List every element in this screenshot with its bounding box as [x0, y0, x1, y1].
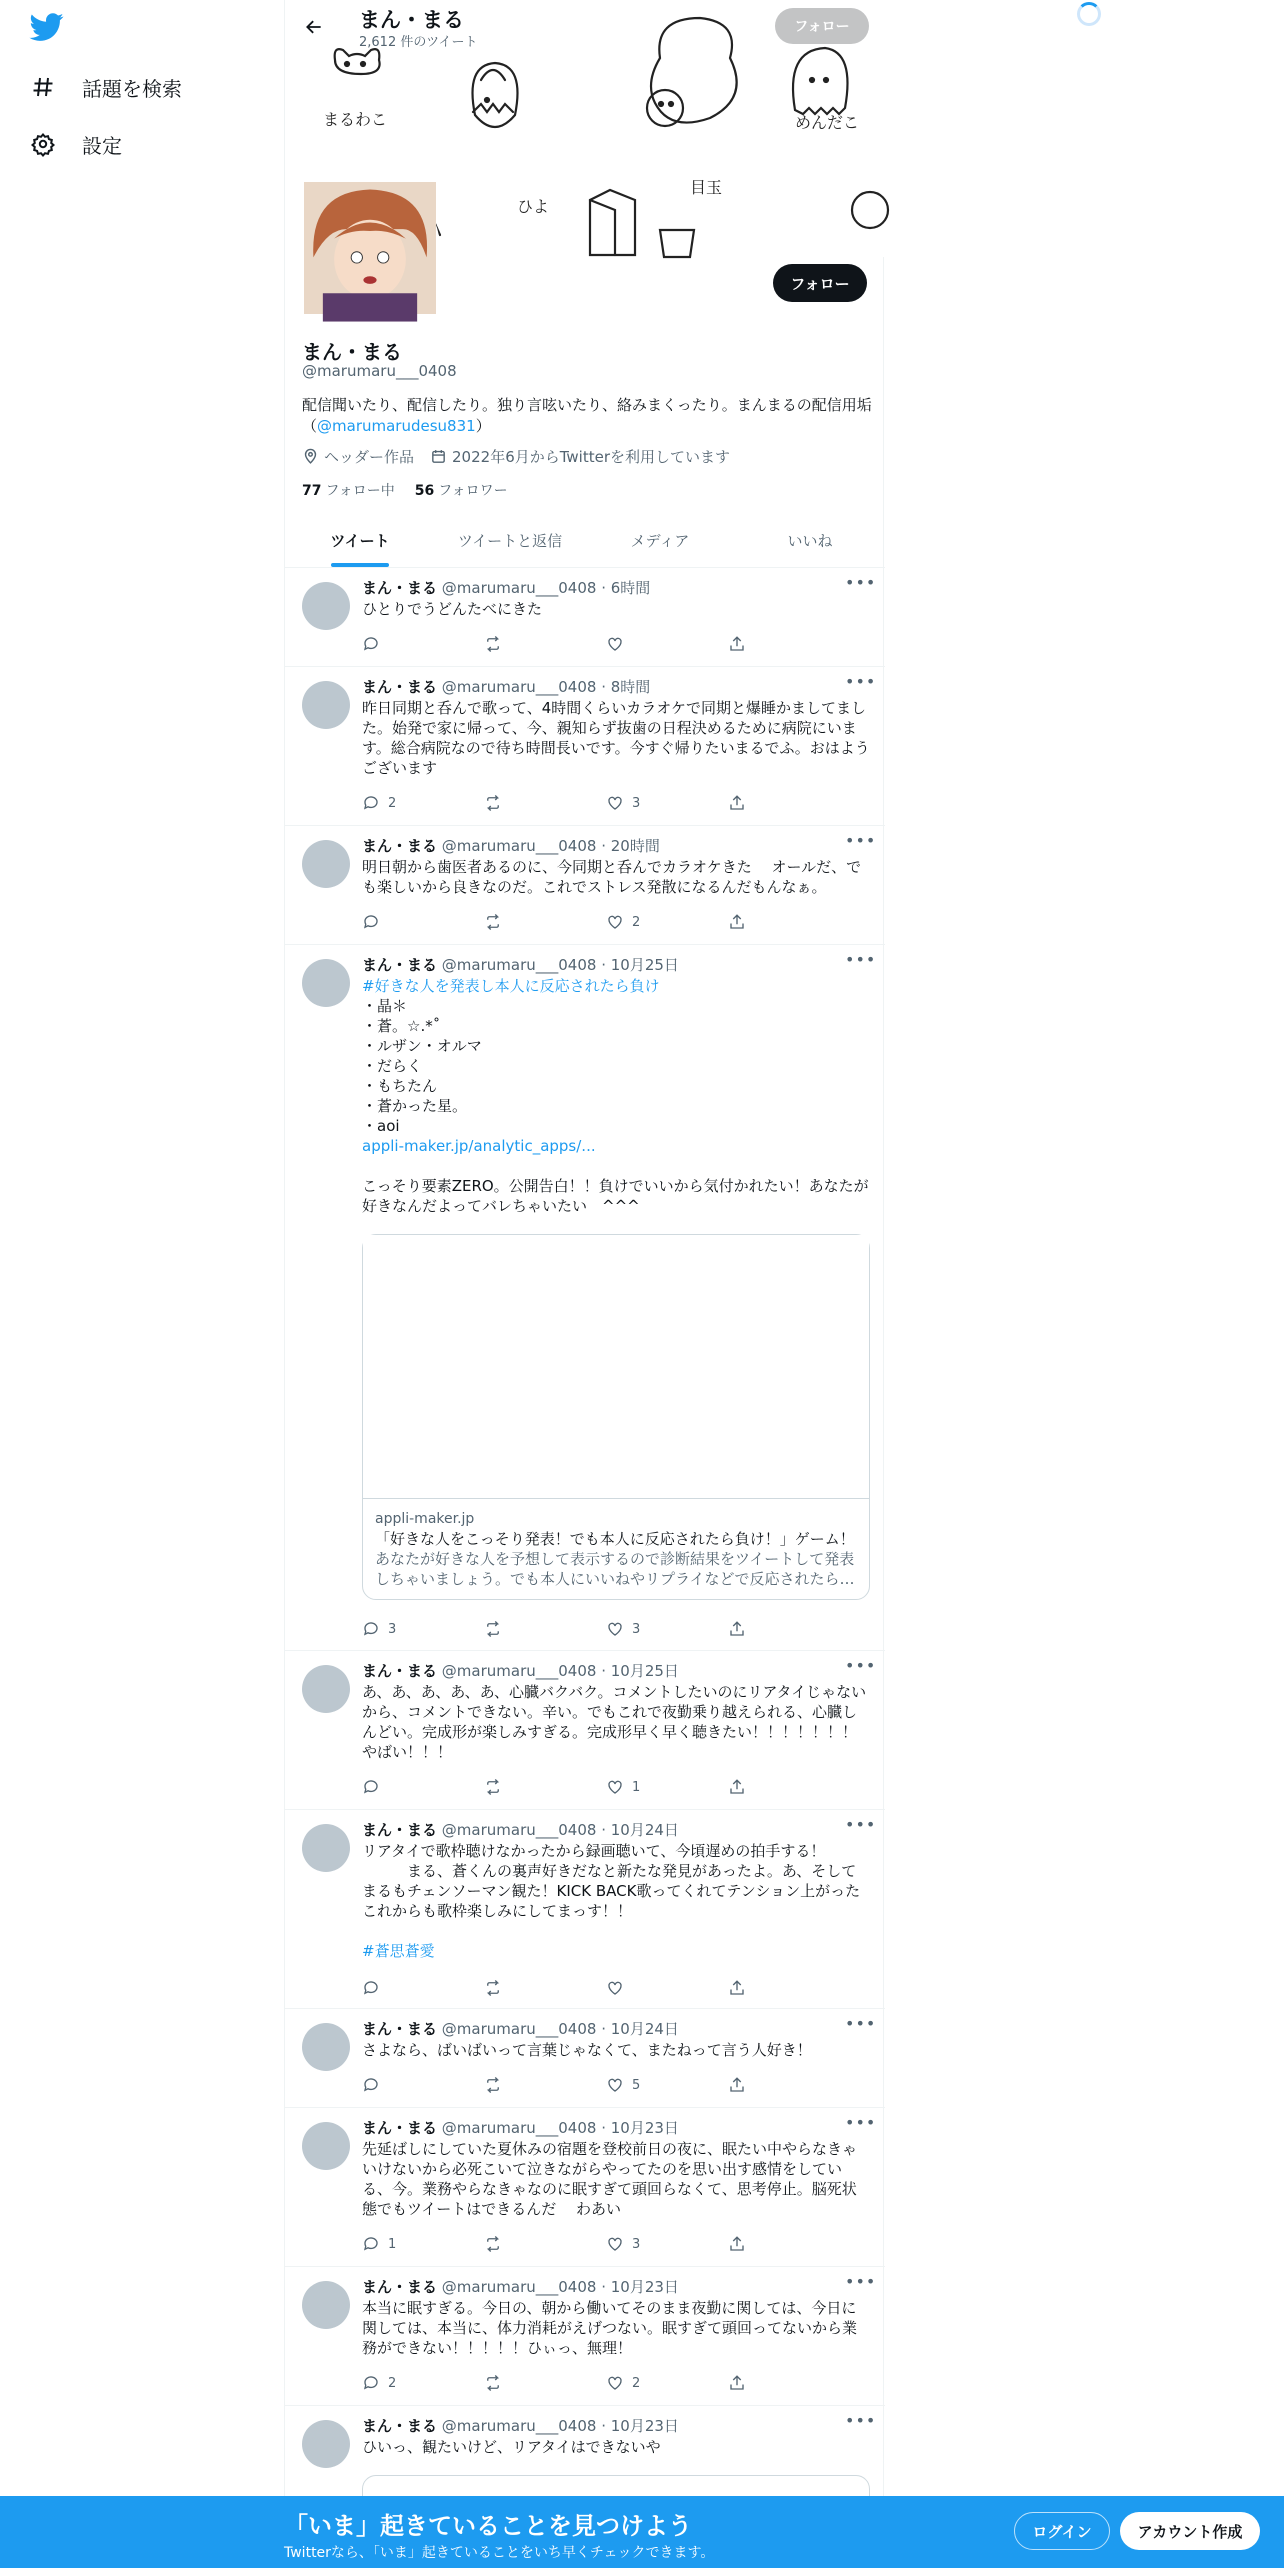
tweet-actions — [362, 911, 792, 933]
heart-icon — [606, 913, 624, 931]
tweet-avatar[interactable] — [302, 2420, 350, 2468]
share-button[interactable] — [728, 2372, 768, 2394]
share-button[interactable] — [728, 633, 768, 655]
more-icon[interactable]: ••• — [845, 2113, 877, 2132]
twitter-logo-icon[interactable] — [30, 10, 70, 50]
retweet-button[interactable] — [484, 2233, 606, 2255]
signup-banner-title: 「いま」起きていることを見つけよう — [284, 2512, 692, 2540]
retweet-icon — [484, 1620, 502, 1638]
tweet-meta: @marumaru___0408 · 10月23日 — [441, 2278, 679, 2296]
tweet-meta: @marumaru___0408 · 8時間 — [441, 678, 651, 696]
nav-explore[interactable] — [30, 63, 182, 111]
reply-button[interactable] — [362, 792, 484, 814]
bio-text-end: ） — [475, 417, 491, 435]
signup-banner-subtitle: Twitterなら、「いま」起きていることをいち早くチェックできます。 — [284, 2545, 715, 2561]
retweet-icon — [484, 2235, 502, 2253]
tweet-text — [362, 1841, 870, 1961]
retweet-icon — [484, 913, 502, 931]
share-icon — [728, 2235, 746, 2253]
reply-count: 2 — [388, 2375, 397, 2391]
tweet-header — [362, 2415, 679, 2436]
retweet-button[interactable] — [484, 911, 606, 933]
tweet-text: 明日朝から歯医者あるのに、今同期と呑んでカラオケきた オールだ、でも楽しいから良きなのだ。これでストレス発散になるんだもんなぁ。 — [362, 858, 862, 896]
tweet-meta: @marumaru___0408 · 10月25日 — [441, 1662, 679, 1680]
doodle-text-maruwako: まるわこ — [323, 110, 388, 129]
tweet-author-name[interactable]: まん・まる — [362, 678, 438, 696]
like-button[interactable] — [606, 2372, 728, 2394]
share-icon — [728, 1979, 746, 1997]
like-count: 2 — [632, 2375, 641, 2391]
tweet-author-name[interactable]: まん・まる — [362, 837, 438, 855]
retweet-button[interactable] — [484, 1618, 606, 1640]
profile-timeline — [284, 0, 884, 2568]
tweet-text-second: こっそり要素ZERO。公開告白！！負けでいいから気付かれたい！あなたが好きなんだよってバレちゃいたい ^^^ — [362, 1177, 869, 1215]
share-button[interactable] — [728, 2233, 768, 2255]
retweet-icon — [484, 1778, 502, 1796]
tweet-header — [362, 954, 679, 975]
tweet-text — [362, 976, 870, 1216]
tweet-avatar[interactable] — [302, 1824, 350, 1872]
tweet-text: あ、あ、あ、あ、あ、心臓バクバク。コメントしたいのにリアタイじゃないから、コメントできない。辛い。でもこれで夜勤乗り越えられる、心臓しんどい。完成形が楽しみすぎる。完成形早く早く聴きたい！！！！！！！やばい！！！ — [362, 1683, 867, 1761]
tweet-text: さよなら、ばいばいって言葉じゃなくて、またねって言う人好き！ — [362, 2041, 812, 2059]
more-icon[interactable]: ••• — [845, 2411, 877, 2430]
retweet-button[interactable] — [484, 1776, 606, 1798]
retweet-button[interactable] — [484, 633, 606, 655]
profile-name: まん・まる — [302, 340, 402, 364]
share-icon — [728, 1620, 746, 1638]
more-icon[interactable]: ••• — [845, 950, 877, 969]
profile-location-text: ヘッダー作品 — [324, 448, 415, 466]
reply-button[interactable] — [362, 2372, 484, 2394]
left-navigation — [0, 0, 284, 200]
followers-label: フォロワー — [438, 483, 508, 499]
doodle-text-medama: 目玉 — [690, 178, 723, 197]
heart-icon — [606, 2076, 624, 2094]
tweet[interactable] — [285, 1811, 885, 2009]
reply-button[interactable] — [362, 1776, 484, 1798]
like-count: 3 — [632, 2236, 641, 2252]
share-button[interactable] — [728, 1618, 768, 1640]
tweet-header — [362, 1819, 679, 1840]
retweet-icon — [484, 635, 502, 653]
card-domain: appli-maker.jp — [375, 1511, 475, 1527]
tweet[interactable] — [285, 1652, 885, 1810]
reply-icon — [362, 2076, 380, 2094]
heart-icon — [606, 1979, 624, 1997]
tweet-actions — [362, 2372, 792, 2394]
tweet-header — [362, 676, 650, 697]
reply-button[interactable] — [362, 633, 484, 655]
profile-meta — [302, 446, 730, 467]
tweet[interactable] — [285, 2268, 885, 2406]
link-preview-card[interactable] — [362, 1234, 870, 1600]
share-button[interactable] — [728, 911, 768, 933]
reply-button[interactable] — [362, 1618, 484, 1640]
like-button[interactable] — [606, 911, 728, 933]
reply-count: 2 — [388, 795, 397, 811]
tweet-list-text: ・晶＊ ・蒼。☆.*˚ ・ルザン・オルマ ・だらく ・もちたん ・蒼かった星。 ・aoi — [362, 997, 482, 1135]
tweet-avatar[interactable] — [302, 582, 350, 630]
calendar-icon — [430, 448, 447, 465]
profile-handle: @marumaru___0408 — [302, 362, 457, 380]
reply-icon — [362, 1620, 380, 1638]
tweet[interactable] — [285, 569, 885, 667]
bio-link[interactable]: @marumarudesu831 — [317, 417, 476, 435]
tweet[interactable] — [285, 946, 885, 1651]
following-count: 77 — [302, 483, 322, 499]
like-count: 2 — [632, 914, 641, 930]
card-description: あなたが好きな人を予想して表示するので診断結果をツイートして発表しちゃいましょう。でも本人にいいねやリプライなどで反応されたら… — [375, 1550, 855, 1588]
more-icon[interactable]: ••• — [845, 1656, 877, 1675]
tweet-meta: @marumaru___0408 · 10月24日 — [441, 1821, 679, 1839]
reply-button[interactable] — [362, 2074, 484, 2096]
tweet-author-name[interactable]: まん・まる — [362, 2278, 438, 2296]
tweet-actions — [362, 2233, 792, 2255]
back-arrow-icon[interactable] — [297, 10, 331, 44]
tweet-meta: @marumaru___0408 · 20時間 — [441, 837, 660, 855]
more-icon[interactable]: ••• — [845, 831, 877, 850]
share-button[interactable] — [728, 2074, 768, 2096]
retweet-button[interactable] — [484, 1977, 606, 1999]
tweet-author-name[interactable]: まん・まる — [362, 1821, 438, 1839]
tweet-avatar[interactable] — [302, 681, 350, 729]
tweet-meta: @marumaru___0408 · 10月23日 — [441, 2417, 679, 2435]
reply-count: 1 — [388, 2236, 397, 2252]
tweet-text: 先延ばしにしていた夏休みの宿題を登校前日の夜に、眠たい中やらなきゃいけないから必死こいて泣きながらやってたのを思い出す感情をしている、今。業務やらなきゃなのに眠すぎて頭回らなくて、思考停止。脳死状態でもツイートはできるんだ わあい — [362, 2140, 858, 2218]
hashtag-link[interactable]: #蒼思蒼愛 — [362, 1942, 435, 1960]
more-icon[interactable]: ••• — [845, 1815, 877, 1834]
retweet-icon — [484, 2076, 502, 2094]
tweet-meta: @marumaru___0408 · 10月25日 — [441, 956, 679, 974]
reply-icon — [362, 2235, 380, 2253]
tweet-author-name[interactable]: まん・まる — [362, 1662, 438, 1680]
retweet-button[interactable] — [484, 2074, 606, 2096]
tweet-header — [362, 835, 660, 856]
tweet-header — [362, 2018, 679, 2039]
tweet-actions — [362, 792, 792, 814]
nav-settings[interactable] — [30, 120, 122, 168]
login-button[interactable]: ログイン — [1014, 2512, 1110, 2550]
bio-text: 配信聞いたり、配信したり。独り言呟いたり、絡みまくったり。まんまるの配信用垢（ — [302, 396, 872, 435]
tweet-avatar[interactable] — [302, 2023, 350, 2071]
like-count: 3 — [632, 795, 641, 811]
profile-joined-text: 2022年6月からTwitterを利用しています — [452, 448, 731, 466]
create-account-button[interactable]: アカウント作成 — [1120, 2512, 1260, 2550]
card-title: 「好きな人をこっそり発表！でも本人に反応されたら負け！」ゲーム！ — [375, 1530, 855, 1548]
tweet-text: 昨日同期と呑んで歌って、4時間くらいカラオケで同期と爆睡かましてました。始発で家に帰って、今、親知らず抜歯の日程決めるために病院にいます。総合病院なので待ち時間長いです。今すぐ帰りたいまるでふ。おはようございます — [362, 699, 870, 777]
tweet[interactable] — [285, 668, 885, 826]
tab-tweets-and-replies[interactable]: ツイートと返信 — [457, 532, 563, 550]
share-button[interactable] — [728, 792, 768, 814]
tweet-meta: @marumaru___0408 · 10月24日 — [441, 2020, 679, 2038]
like-count: 3 — [632, 1621, 641, 1637]
tweet-avatar[interactable] — [302, 2281, 350, 2329]
tweet-author-name[interactable]: まん・まる — [362, 956, 438, 974]
tweet-text: ひいっ、観たいけど、リアタイはできないや — [362, 2438, 661, 2456]
tweet-header — [362, 1660, 679, 1681]
signup-banner — [0, 2496, 1284, 2568]
followers-count: 56 — [414, 483, 435, 499]
like-count: 5 — [632, 2077, 641, 2093]
like-button[interactable] — [606, 2074, 728, 2096]
tweet-author-name[interactable]: まん・まる — [362, 2119, 438, 2137]
profile-joined — [430, 446, 730, 467]
more-icon[interactable]: ••• — [845, 573, 877, 592]
reply-icon — [362, 794, 380, 812]
tweet[interactable] — [285, 2109, 885, 2267]
tab-likes[interactable]: いいね — [787, 532, 833, 550]
tweet-author-name[interactable]: まん・まる — [362, 2417, 438, 2435]
tweet-avatar[interactable] — [302, 2122, 350, 2170]
retweet-icon — [484, 1979, 502, 1997]
heart-icon — [606, 794, 624, 812]
heart-icon — [606, 1778, 624, 1796]
retweet-button[interactable] — [484, 2372, 606, 2394]
following-link[interactable] — [302, 480, 395, 500]
reply-icon — [362, 635, 380, 653]
avatar-illustration — [304, 182, 436, 314]
tweet-actions — [362, 2074, 792, 2096]
tweet-avatar[interactable] — [302, 1665, 350, 1713]
like-button[interactable] — [606, 633, 728, 655]
profile-tabs — [285, 514, 885, 568]
tweet-avatar[interactable] — [302, 840, 350, 888]
share-icon — [728, 2374, 746, 2392]
tweet-text: ひとりでうどんたべにきた — [362, 600, 543, 618]
share-icon — [728, 2076, 746, 2094]
following-label: フォロー中 — [325, 483, 395, 499]
reply-button[interactable] — [362, 2233, 484, 2255]
tweet-meta: @marumaru___0408 · 6時間 — [441, 579, 651, 597]
doodle-text-mendako: めんだこ — [795, 113, 860, 132]
like-count: 1 — [632, 1779, 641, 1795]
reply-icon — [362, 2374, 380, 2392]
like-button[interactable] — [606, 2233, 728, 2255]
tweet[interactable] — [285, 827, 885, 945]
profile-topbar — [285, 0, 885, 52]
share-button[interactable] — [728, 1776, 768, 1798]
doodle-text-hiyo: ひよ — [517, 197, 550, 216]
like-button[interactable] — [606, 1618, 728, 1640]
hashtag-link[interactable]: #好きな人を発表し本人に反応されたら負け — [362, 977, 660, 995]
tweet-actions — [362, 1977, 792, 1999]
profile-bio — [302, 395, 872, 437]
nav-settings-label: 設定 — [82, 133, 122, 158]
card-image — [363, 1235, 869, 1499]
retweet-icon — [484, 794, 502, 812]
topbar-follow-button[interactable]: フォロー — [775, 8, 869, 44]
tweet-header — [362, 2276, 679, 2297]
more-icon[interactable]: ••• — [845, 672, 877, 691]
tab-media[interactable]: メディア — [630, 532, 690, 550]
tweet-url-link[interactable]: appli-maker.jp/analytic_apps/... — [362, 1137, 596, 1155]
tweet-actions — [362, 633, 792, 655]
profile-follow-button[interactable]: フォロー — [773, 264, 867, 302]
tweet-actions — [362, 1618, 792, 1640]
share-icon — [728, 794, 746, 812]
tweet-author-name[interactable]: まん・まる — [362, 2020, 438, 2038]
heart-icon — [606, 1620, 624, 1638]
share-icon — [728, 635, 746, 653]
reply-button[interactable] — [362, 911, 484, 933]
more-icon[interactable]: ••• — [845, 2014, 877, 2033]
followers-link[interactable] — [415, 480, 508, 500]
reply-count: 3 — [388, 1621, 397, 1637]
share-button[interactable] — [728, 1977, 768, 1999]
tweet-meta: @marumaru___0408 · 10月23日 — [441, 2119, 679, 2137]
profile-avatar[interactable] — [300, 178, 440, 318]
more-icon[interactable]: ••• — [845, 2272, 877, 2291]
tweet-author-name[interactable]: まん・まる — [362, 579, 438, 597]
share-icon — [728, 913, 746, 931]
topbar-profile-name: まん・まる — [359, 8, 464, 32]
tweet[interactable] — [285, 2010, 885, 2108]
nav-explore-label: 話題を検索 — [82, 76, 182, 101]
heart-icon — [606, 2235, 624, 2253]
hashtag-icon — [30, 74, 56, 100]
heart-icon — [606, 635, 624, 653]
like-button[interactable] — [606, 792, 728, 814]
gear-icon — [30, 131, 56, 157]
heart-icon — [606, 2374, 624, 2392]
loading-spinner-icon — [1077, 2, 1101, 26]
profile-location — [302, 446, 414, 467]
reply-icon — [362, 1979, 380, 1997]
location-pin-icon — [302, 448, 319, 465]
tweet-actions — [362, 1776, 792, 1798]
like-button[interactable] — [606, 1776, 728, 1798]
card-meta — [363, 1499, 869, 1599]
tweet-header — [362, 2117, 679, 2138]
reply-icon — [362, 1778, 380, 1796]
retweet-button[interactable] — [484, 792, 606, 814]
like-button[interactable] — [606, 1977, 728, 1999]
reply-icon — [362, 913, 380, 931]
tweet-header — [362, 577, 650, 598]
topbar-tweet-count: 2,612 件のツイート — [359, 35, 478, 50]
share-icon — [728, 1778, 746, 1796]
reply-button[interactable] — [362, 1977, 484, 1999]
profile-stats — [302, 480, 508, 500]
tab-tweets[interactable]: ツイート — [285, 514, 435, 567]
tweet-text-main: リアタイで歌枠聴けなかったから録画聴いて、今頃遅めの拍手する！ まる、蒼くんの裏声好きだなと新たな発見があったよ。あ、そしてまるもチェンソーマン観た！KICK BACK歌ってくれてテンション上がった これからも歌枠楽しみにしてまっす！！ — [362, 1842, 861, 1920]
tweet-avatar[interactable] — [302, 959, 350, 1007]
retweet-icon — [484, 2374, 502, 2392]
tweet-text: 本当に眠すぎる。今日の、朝から働いてそのまま夜勤に関しては、今日に関しては、本当に、体力消耗がえげつない。眠すぎて頭回ってないから業務ができない！！！！！ひぃっ、無理！ — [362, 2299, 858, 2357]
